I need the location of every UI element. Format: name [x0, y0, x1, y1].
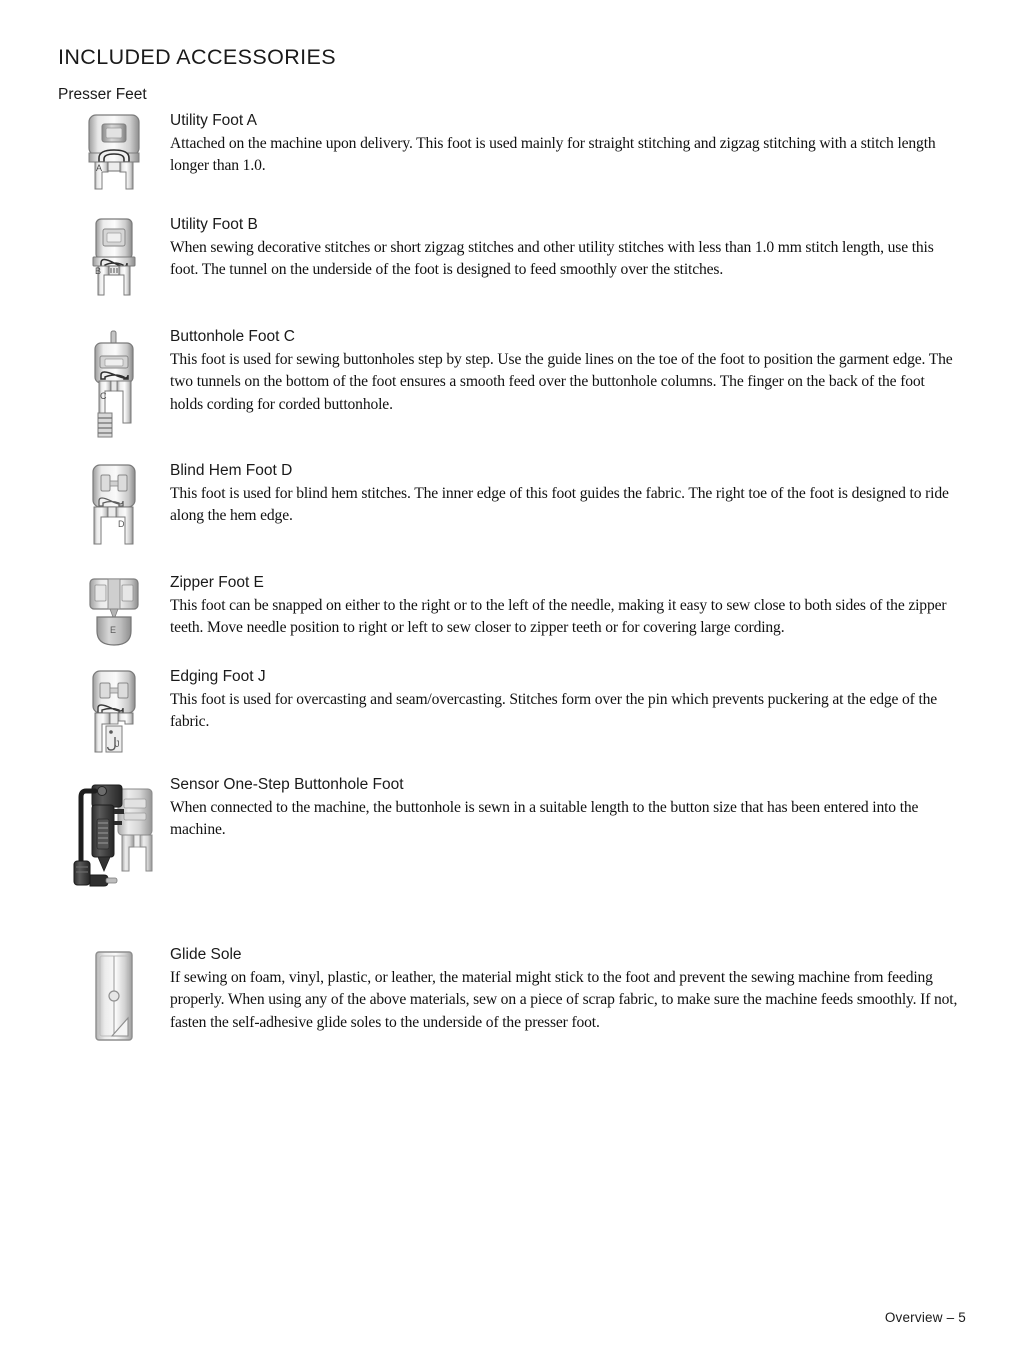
accessory-text-edging-foot-j [170, 667, 958, 734]
section-heading-presser-feet: Presser Feet [58, 85, 147, 103]
presser-foot-c-image [58, 327, 170, 441]
foot-marking-a: A [96, 162, 103, 173]
accessory-item-edging-foot-j [58, 667, 958, 753]
accessory-text-utility-foot-a [170, 111, 958, 178]
sensor-one-step-buttonhole-foot-icon [62, 775, 166, 903]
glide-sole-image [58, 945, 170, 1045]
presser-foot-b-image [58, 215, 170, 297]
accessory-text-zipper-foot-e [170, 573, 958, 640]
accessory-item-zipper-foot-e [58, 573, 958, 655]
accessory-item-sensor-one-step-buttonhole-foot [58, 775, 958, 903]
foot-marking-j: J [115, 738, 120, 749]
accessory-list [58, 111, 958, 1045]
accessory-item-buttonhole-foot-c [58, 327, 958, 441]
accessory-item-utility-foot-b [58, 215, 958, 297]
accessory-description: This foot can be snapped on either to the right or to the left of the needle, making it easy to sew close to both sides of the zipper teeth. Move needle position to right or left to sew closer to zipper teeth or for covering large cording. [170, 597, 947, 637]
edging-foot-j-icon [85, 669, 143, 753]
accessory-name: Zipper Foot E [170, 573, 264, 591]
utility-foot-a-icon [83, 113, 145, 191]
foot-marking-e: E [110, 624, 117, 635]
accessory-name: Buttonhole Foot C [170, 327, 295, 345]
utility-foot-b-icon [84, 217, 144, 297]
foot-marking-d: D [118, 518, 125, 529]
accessory-description: If sewing on foam, vinyl, plastic, or leather, the material might stick to the foot and prevent the sewing machine from feeding properly. When using any of the above materials, sew on a piece of scrap fabric, to make sure the machine feeds smoothly. If not, fasten the self-adhesive glide soles to the underside of the presser foot. [170, 969, 958, 1031]
accessory-description: This foot is used for overcasting and seam/overcasting. Stitches form over the pin which prevents puckering at the edge of the fabric. [170, 691, 938, 731]
glide-sole-icon [91, 949, 137, 1045]
accessory-name: Glide Sole [170, 945, 242, 963]
accessory-description: Attached on the machine upon delivery. This foot is used mainly for straight stitching and zigzag stitching with a stitch length longer than 1.0. [170, 135, 936, 175]
accessory-text-sensor-one-step-buttonhole-foot [170, 775, 958, 842]
zipper-foot-e-icon [84, 575, 144, 655]
accessory-description: This foot is used for blind hem stitches. The inner edge of this foot guides the fabric. The right toe of the foot is designed to ride along the hem edge. [170, 485, 949, 525]
presser-foot-e-image [58, 573, 170, 655]
foot-marking-c: C [100, 390, 107, 401]
accessory-name: Utility Foot B [170, 215, 258, 233]
page-content [58, 46, 958, 1045]
accessory-text-utility-foot-b [170, 215, 958, 282]
page-footer: Overview – 5 [884, 1310, 966, 1325]
presser-foot-j-image [58, 667, 170, 753]
presser-foot-d-image [58, 461, 170, 545]
buttonhole-foot-c-icon [83, 329, 145, 441]
presser-foot-a-image [58, 111, 170, 191]
accessory-name: Utility Foot A [170, 111, 257, 129]
accessory-text-blind-hem-foot-d [170, 461, 958, 528]
accessory-text-glide-sole [170, 945, 958, 1034]
accessory-name: Sensor One-Step Buttonhole Foot [170, 775, 404, 793]
accessory-description: When sewing decorative stitches or short zigzag stitches and other utility stitches with less than 1.0 mm stitch length, use this foot. The tunnel on the underside of the foot is designed to feed smoothly over the stitches. [170, 239, 934, 279]
page-title: INCLUDED ACCESSORIES [58, 45, 337, 69]
accessory-description: When connected to the machine, the buttonhole is sewn in a suitable length to the button size that has been entered into the machine. [170, 799, 919, 839]
blind-hem-foot-d-icon [85, 463, 143, 545]
accessory-text-buttonhole-foot-c [170, 327, 958, 416]
foot-marking-b: B [95, 265, 102, 276]
accessory-description: This foot is used for sewing buttonholes step by step. Use the guide lines on the toe of the foot to position the garment edge. The two tunnels on the bottom of the foot ensures a smooth feed over the buttonhole columns. The finger on the back of the foot holds cording for corded buttonhole. [170, 351, 953, 413]
accessory-name: Edging Foot J [170, 667, 266, 685]
sensor-buttonhole-foot-image [58, 775, 170, 903]
accessory-item-blind-hem-foot-d [58, 461, 958, 545]
accessory-name: Blind Hem Foot D [170, 461, 293, 479]
accessory-item-glide-sole [58, 945, 958, 1045]
accessory-item-utility-foot-a [58, 111, 958, 191]
